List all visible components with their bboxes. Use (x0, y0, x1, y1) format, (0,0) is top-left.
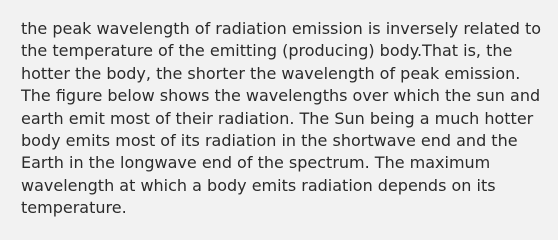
text-line: earth emit most of their radiation. The Sun being a much hotter (21, 108, 534, 128)
text-line: Earth in the longwave end of the spectrum. The maximum (21, 153, 491, 173)
text-line: wavelength at which a body emits radiation depends on its (21, 175, 496, 195)
text-line: the temperature of the emitting (producing) body.That is, the (21, 41, 513, 61)
text-line: the peak wavelength of radiation emission is inversely related to (21, 19, 542, 38)
paragraph-text (21, 18, 547, 220)
text-line: The figure below shows the wavelengths over which the sun and (21, 86, 541, 106)
text-line: temperature. (21, 198, 127, 218)
text-line: hotter the body, the shorter the wavelength of peak emission. (21, 63, 521, 83)
text-line: body emits most of its radiation in the shortwave end and the (21, 131, 518, 151)
